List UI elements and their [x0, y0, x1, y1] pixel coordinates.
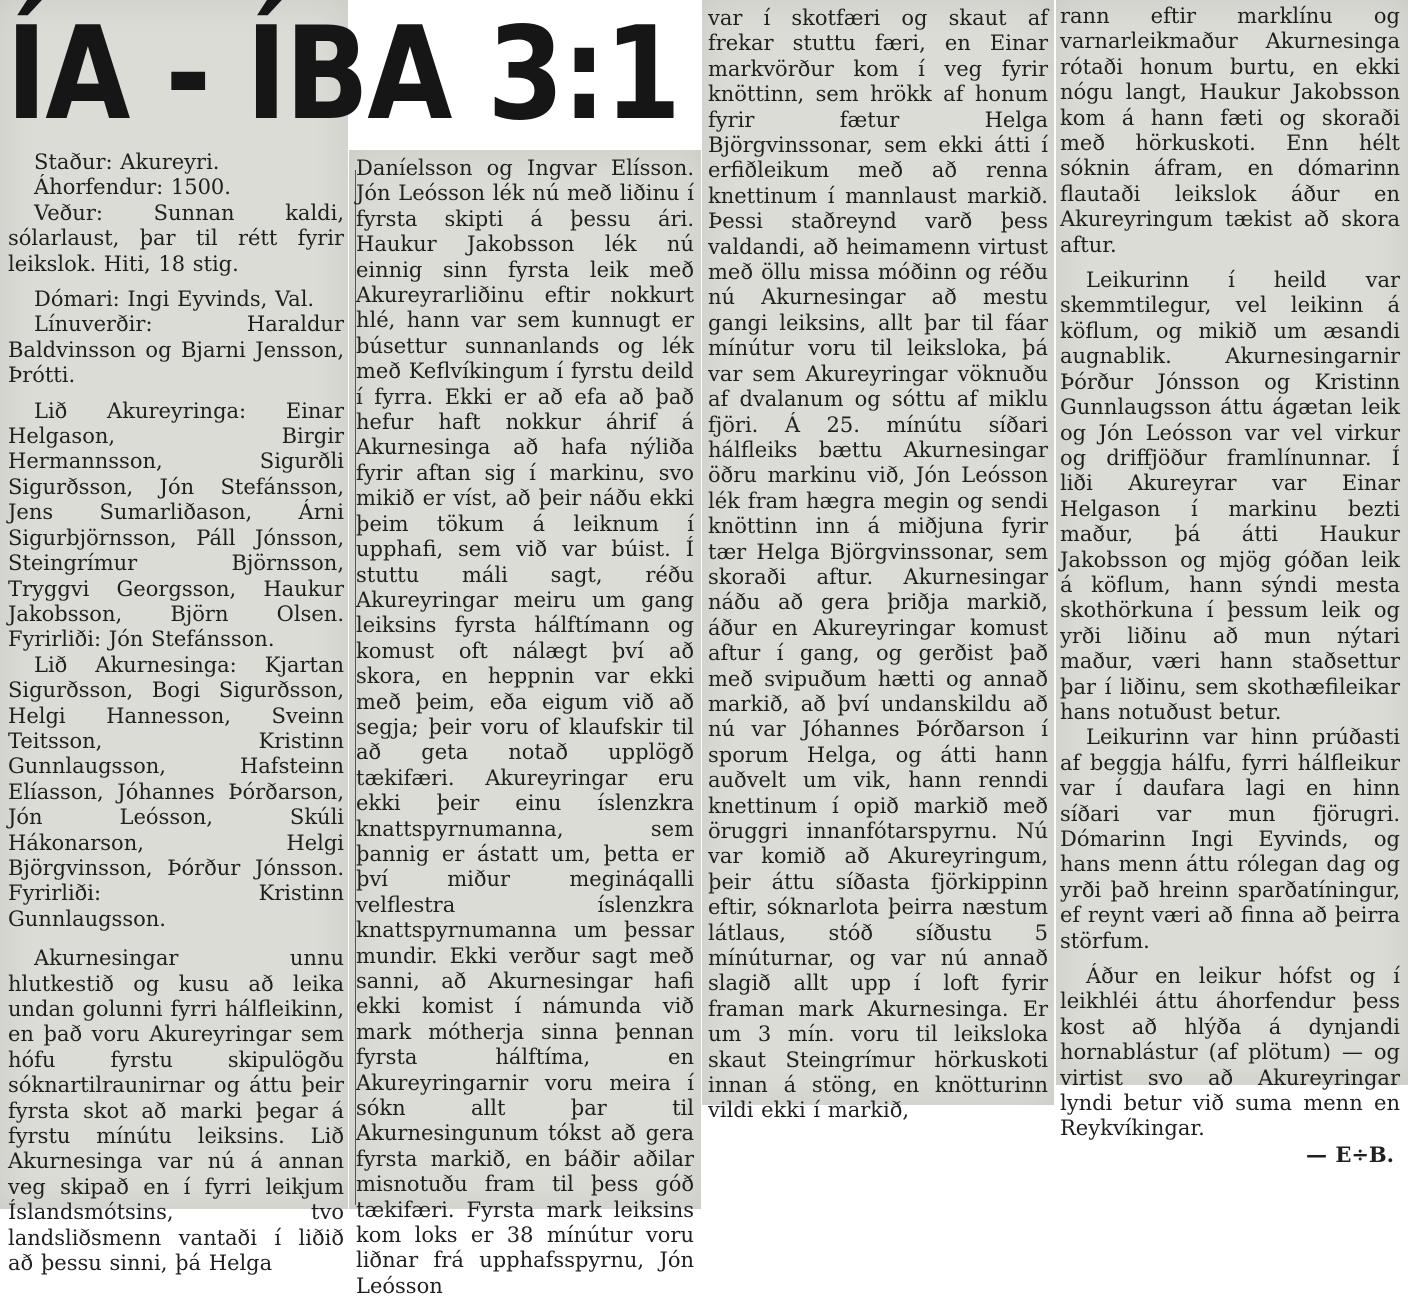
attendance: Áhorfendur: 1500. [34, 175, 231, 200]
article-column-1 [8, 150, 344, 1276]
byline-signature: — E÷B. [1306, 1141, 1394, 1167]
article-column-3 [708, 6, 1048, 1124]
article-column-4 [1060, 4, 1400, 1167]
body-paragraph-3: var í skotfæri og skaut af frekar stuttu færi, en Einar markvörður kom í veg fyrir knöttinn, sem hrökk af honum fyrir fætur Helga Björgvinssonar, sem ekki átti í erfiðleikum með að renna knettinum í mannlaust markið. Þessi staðreynd varð þess valdandi, að heimamenn virtust með öllu missa móðinn og réðu nú Akurnesingar að mestu gangi leiksins, allt þar til fáar mínútur voru til leiksloka, þá var sem Akureyringar vöknuðu af dvalanum og sóttu af miklu fjöri. Á 25. mínútu síðari hálfleiks bættu Akurnesingar öðru markinu við, Jón Leósson lék fram hægra megin og sendi knöttinn inn á miðjuna fyrir tær Helga Björgvinssonar, sem skoraði aftur. Akurnesingar náðu að gera þriðja markið, áður en Akureyringar komust aftur í gang, og gerðist það með svipuðum hætti og annað markið, að því undanskildu að nú var Jóhannes Þórðarson í sporum Helga, og átti hann auðvelt um vik, hann renndi knettinum í opið markið með öruggri innanfótarspyrnu. Nú var komið að Akureyringum, þeir áttu síðasta fjörkippinn eftir, sóknarlota þeirra næstum látlaus, stóð síðustu 5 mínúturnar, og var nú annað slagið allt upp í loft fyrir framan mark Akurnesinga. Er um 3 mín. voru til leiksloka skaut Steingrímur hörkuskoti innan á stöng, en knötturinn vildi ekki í markið, [708, 6, 1048, 1123]
lineup-akureyri: Lið Akureyringa: Einar Helgason, Birgir Hermannsson, Sigurðli Sigurðsson, Jón Stefánsson, Jens Sumarliðason, Árni Sigurbjörnsson, Páll Jónsson, Steingrímur Björnsson, Tryggvi Georgsson, Haukur Jakobsson, Björn Olsen. Fyrirliði: Jón Stefánsson. [8, 398, 344, 652]
body-paragraph-2: Daníelsson og Ingvar Elísson. Jón Leósson lék nú með liðinu í fyrsta skipti á þessu ári. Haukur Jakobsson lék nú einnig sinn fyrsta leik með Akureyrarliðinu eftir nokkurt hlé, hann var sem kunnugt er búsettur sunnanlands og lék með Keflvíkingum í fyrstu deild í fyrra. Ekki er að efa að það hefur haft nokkur áhrif á Akurnesinga að hafa nýliða fyrir aftan sig í markinu, svo mikið er víst, að þeir náðu ekki þeim tökum á leiknum í upphafi, sem við var búist. Í stuttu máli sagt, réðu Akureyringar meiru um gang leiksins fyrsta hálftímann og komust oft nálægt því að skora, en heppnin var ekki með þeim, eða eigum við að segja; þeir voru of klaufskir til að geta notað upplögð tækifæri. Akureyringar eru ekki þeir einu íslenzkra knattspyrnumanna, sem þannig er ástatt um, þetta er því miður megináqalli velflestra íslenzkra knattspyrnumanna um þessar mundir. Ekki verður sagt með sanni, að Akurnesingar hafi ekki komist í námunda við mark mótherja sinna þennan fyrsta hálftíma, en Akureyringarnir voru meira í sókn allt þar til Akurnesingunum tókst að gera fyrsta markið, en báðir aðilar misnotuðu fram til þess góð tækifæri. Fyrsta mark leiksins kom loks er 38 mínútur voru liðnar frá upphafsspyrnu, Jón Leósson [356, 156, 694, 1298]
body-paragraph-7: Áður en leikur hófst og í leikhléi áttu áhorfendur þess kost að hlýða á dynjandi hornablástur (af plötum) — og virtist svo að Akureyringar lyndi betur við suma menn en Reykvíkingar. [1060, 964, 1400, 1141]
body-paragraph-1: Akurnesingar unnu hlutkestið og kusu að leika undan golunni fyrri hálfleikinn, en það voru Akureyringar sem hófu fyrstu skipulögðu sóknartilraunirnar og áttu þeir fyrsta skot að marki þegar á fyrstu mínútu leiksins. Lið Akurnesinga var nú á annan veg skipað en í fyrri leikjum Íslandsmótsins, tvo landsliðsmenn vantaði í liðið að þessu sinni, þá Helga [8, 946, 344, 1276]
weather: Veður: Sunnan kaldi, sólarlaust, þar til rétt fyrir leikslok. Hiti, 18 stig. [8, 200, 344, 276]
headline: ÍA - ÍBA 3:1 [6, 0, 680, 149]
lineup-akranes: Lið Akurnesinga: Kjartan Sigurðsson, Bogi Sigurðsson, Helgi Hannesson, Sveinn Teitsson, Kristinn Gunnlaugsson, Hafsteinn Elíasson, Jóhannes Þórðarson, Jón Leósson, Skúli Hákonarson, Helgi Björgvinsson, Þórður Jónsson. Fyrirliði: Kristinn Gunnlaugsson. [8, 652, 344, 931]
article-column-2 [356, 156, 694, 1299]
body-paragraph-5: Leikurinn í heild var skemmtilegur, vel leikinn á köflum, og mikið um æsandi augnablik. Akurnesingarnir Þórður Jónsson og Kristinn Gunnlaugsson áttu ágætan leik og Jón Leósson var vel virkur og driffjöður framlínunnar. Í liði Akureyrar var Einar Helgason í markinu bezti maður, þá átti Haukur Jakobsson og mjög góðan leik á köflum, hann sýndi mesta skothörkuna í þessum leik og yrði liðinu að mun nýtari maður, væri hann staðsettur þar í liðinu, sem skothæfileikar hans notuðust betur. [1060, 268, 1400, 724]
body-paragraph-4: rann eftir marklínu og varnarleikmaður Akurnesinga rótaði honum burtu, en ekki nógu langt, Haukur Jakobsson kom á hann fæti og skoraði með hörkuskoti. Enn hélt sóknin áfram, en dómarinn flautaði leikslok áður en Akureyringum tækist að skora aftur. [1060, 4, 1400, 257]
referee: Dómari: Ingi Eyvinds, Val. [34, 287, 315, 312]
linesmen: Línuverðir: Haraldur Baldvinsson og Bjarni Jensson, Þrótti. [8, 312, 344, 388]
body-paragraph-6: Leikurinn var hinn prúðasti af beggja hálfu, fyrri hálfleikur var í daufara lagi en hinn síðari var mun fjörugri. Dómarinn Ingi Eyvinds, og hans menn áttu rólegan dag og yrði það hreinn sparðatíningur, ef reynt væri að finna að þeirra störfum. [1060, 725, 1400, 953]
venue: Staður: Akureyri. [34, 150, 220, 174]
